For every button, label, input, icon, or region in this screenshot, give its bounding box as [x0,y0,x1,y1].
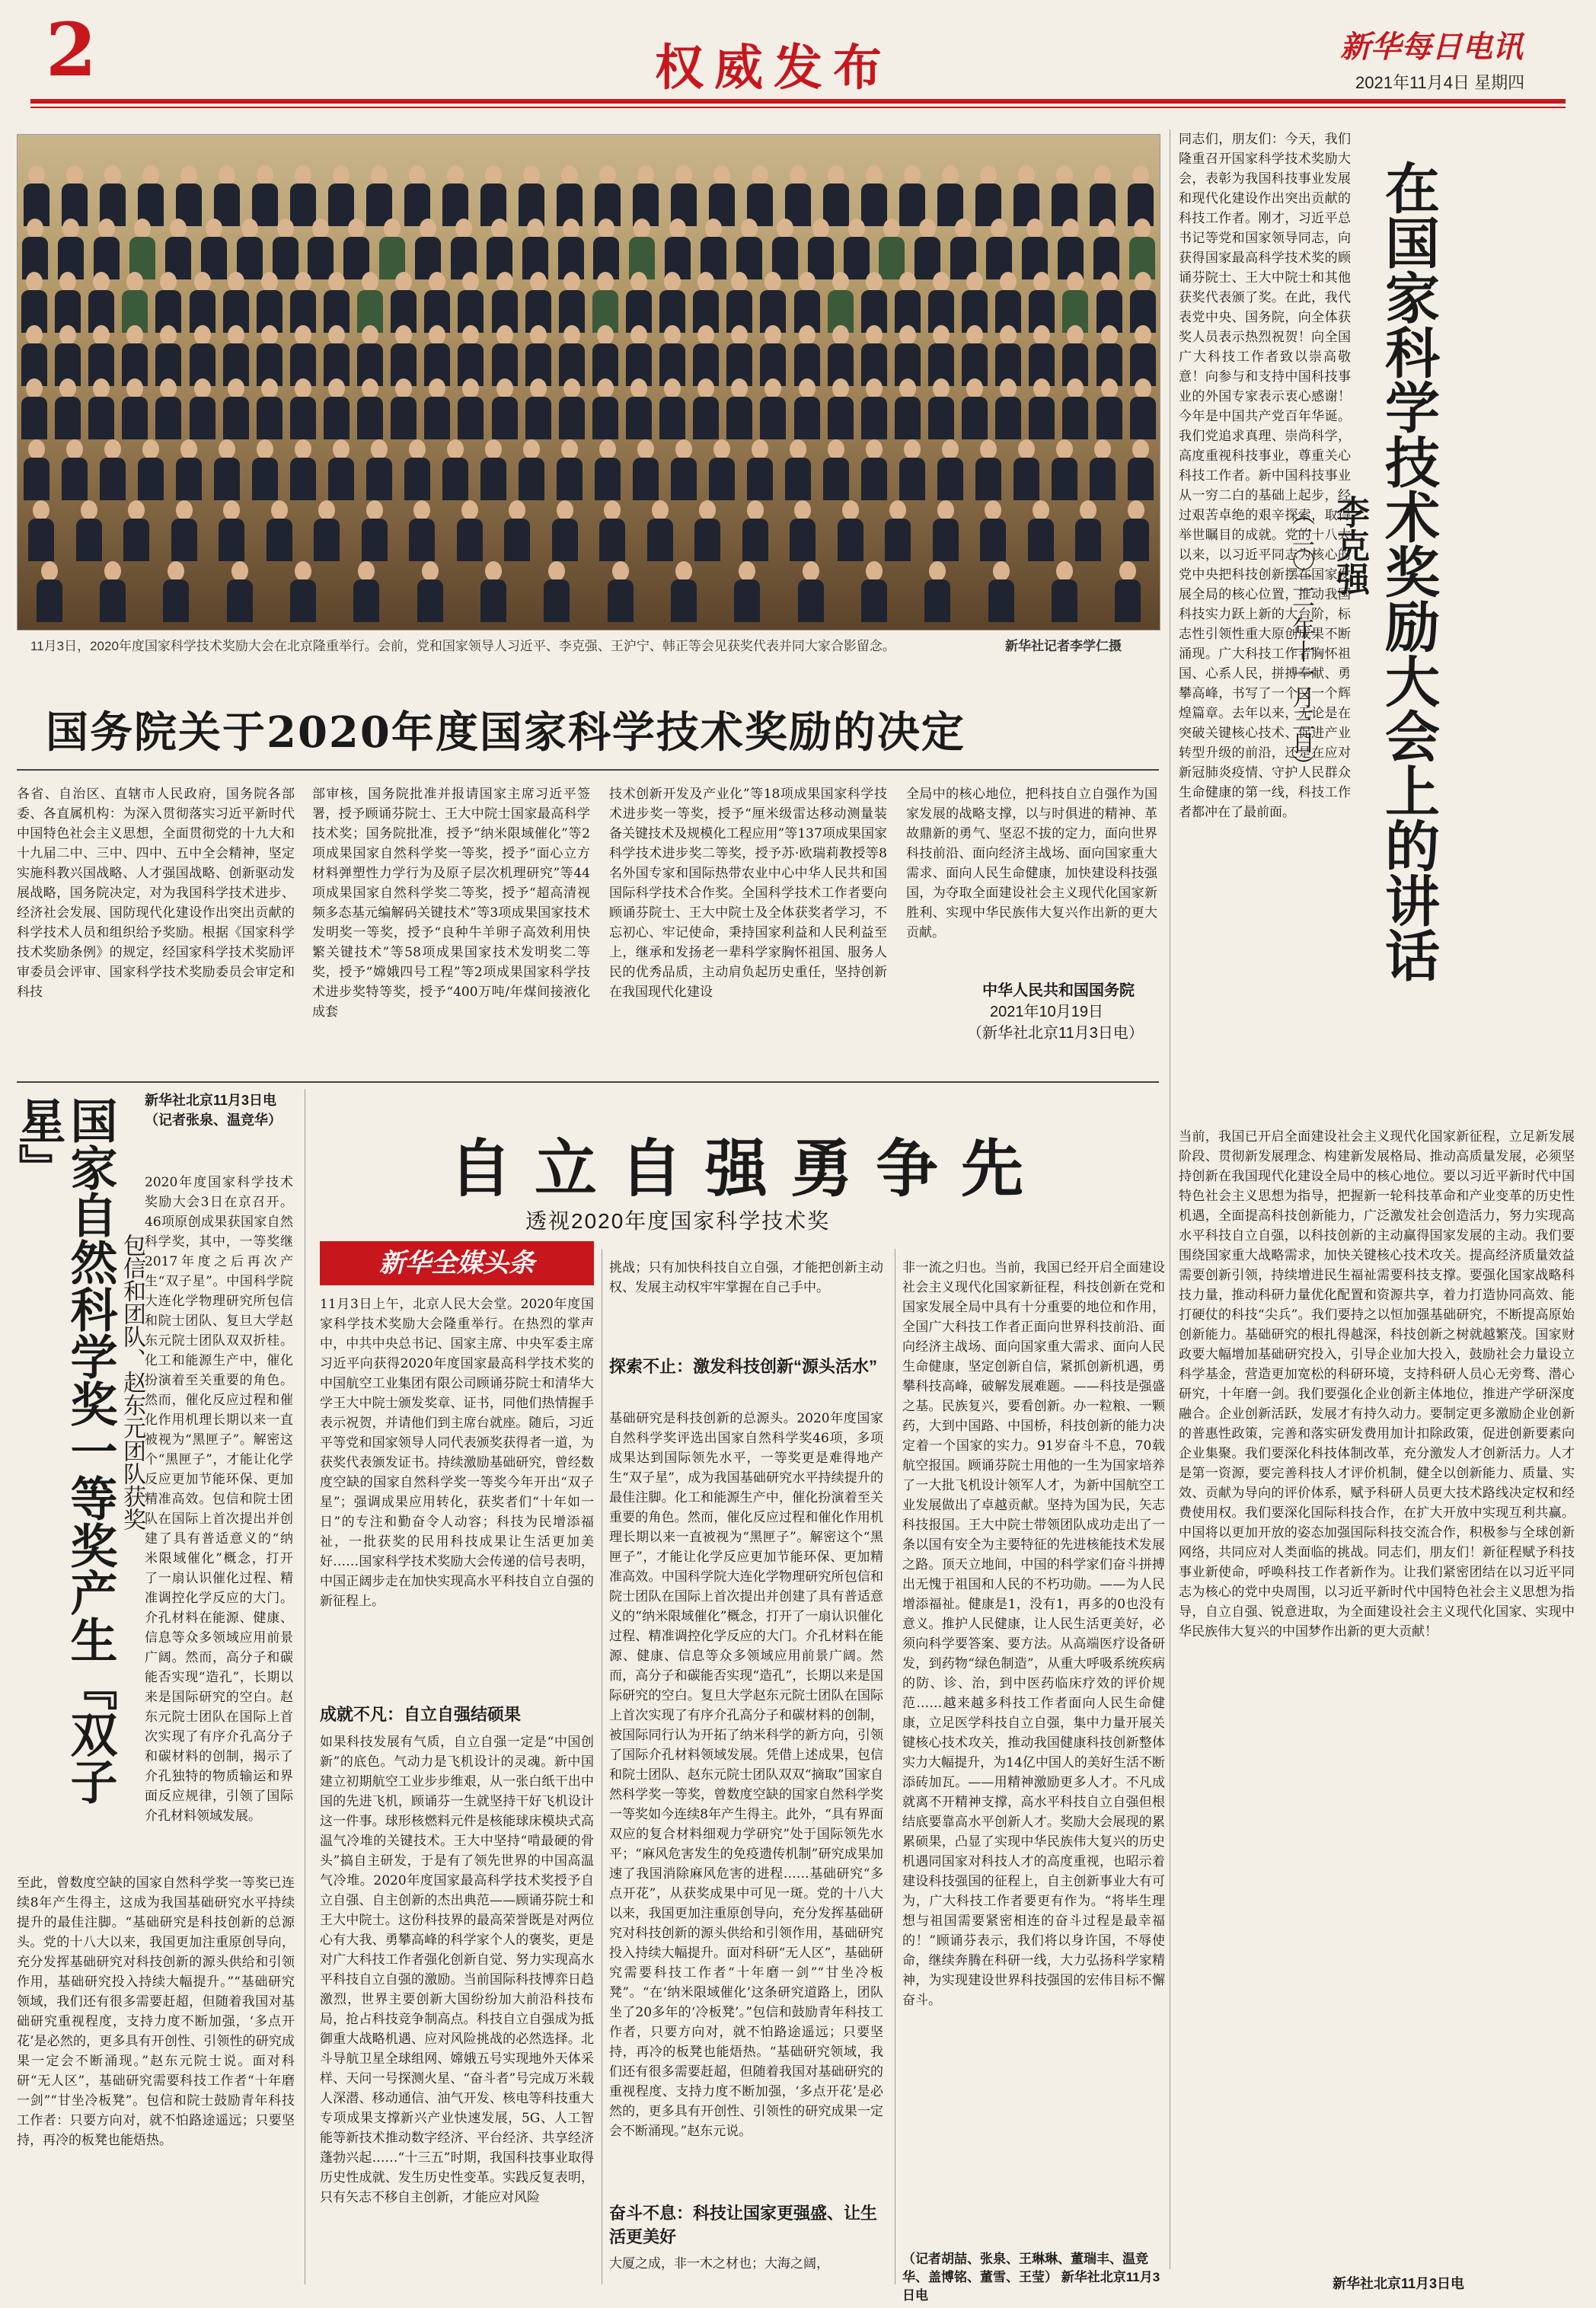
decision-signatory: 中华人民共和国国务院 [982,982,1135,999]
feature-column-2: 基础研究是科技创新的总源头。2020年度国家自然科学奖评选出国家自然科学奖46项，多项成果达到国际领先水平，一等奖更是难得地产生“双子星”，成为我国基础研究水平持续提升的最佳注脚。化工和能源生产中，催化扮演着至关重要的角色。然而，催化反应过程和催化作用机理长期以来一直被视为“黑匣子”。解密这个“黑匣子”，才能让化学反应更加节能环保、更加精准高效。中国科学院大连化学物理研究所包信和院士团队在国际上首次提出并创建了具有普适意义的“纳米限域催化”概念，打开了一扇认识催化过程、精准调控化学反应的大门。介孔材料在能源、健康、信息等众多领域应用前景广阔。然而，高分子和碳能否实现“造孔”，长期以来是国际研究的空白。复旦大学赵东元院士团队在国际上首次实现了有序介孔高分子和碳材料的创制，被国际同行认为开拓了纳米科学的新方向，引领了国际介孔材料领域发展。凭借上述成果，包信和院士团队、赵东元院士团队双双“摘取”国家自然科学奖一等奖，曾数度空缺的国家自然科学奖一等奖如今连续8年产生得主。此外，“具有界面双应的复合材料细观力学研究”处于国际领先水平；“麻风危害发生的免疫遗传机制”研究成果加速了我国消除麻风危害的进程……基础研究“多点开花”，从获奖成果中可见一斑。党的十八大以来，我国更加注重原创导向，充分发挥基础研究对科技创新的源头供给和引领作用，基础研究投入持续大幅提升。面对科研“无人区”，基础研究需要科技工作者“十年磨一剑”“甘坐冷板凳”。“在‘纳米限域催化’这条研究道路上，团队坐了20多年的‘冷板凳’。”包信和鼓励青年科技工作者，只要方向对，就不怕路途遥远；只要坚持，再冷的板凳也能焐热。“基础研究领域，我们还有很多需要赶超，但随着我国对基础研究的重视程度、支持力度不断加强，‘多点开花’是必然的，更多具有开创性、引领性的研究成果一定会不断涌现。”赵东元说。 [609,1411,883,2139]
photo-person [100,561,126,622]
speech-body: 当前，我国已开启全面建设社会主义现代化国家新征程，立足新发展阶段、贯彻新发展理念、构建新发展格局、推动高质量发展，必须坚持创新在我国现代化建设全局中的核心地位。要以习近平新时代中国特色社会主义思想为指导，把握新一轮科技革命和产业变革的历史性机遇，全面提高科技创新能力，广泛激发社会创造活力，努力实现高水平科技自立自强，以科技创新的主动赢得国家发展的主动。我们要围绕国家重大战略需求，加快关键核心技术攻关。提高经济质量效益需要创新引领，持续增进民生福祉需要科技支撑。要强化国家战略科技力量，推动科研力量优化配置和资源共享，着力打造协同高效、能打硬仗的科技“尖兵”。我们要持之以恒加强基础研究，不断提高原始创新能力。基础研究的根扎得越深，科技创新之树就越繁茂。国家财政要大幅增加基础研究投入，引导企业加大投入，鼓励社会力量设立科学基金，营造更加宽松的科研环境，支持科研人员心无旁骛、潜心研究，十年磨一剑。我们要强化企业创新主体地位，推进产学研深度融合。企业创新活跃，发展才有持久动力。要制定更多激励企业创新的普惠性政策，完善和落实研发费用加计扣除政策，促进创新要素向企业集聚。我们要深化科技体制改革，充分激发人才创新活力。人才是第一资源，要完善科技人才评价机制，健全以创新能力、质量、实效、贡献为导向的评价体系，赋予科研人员更大技术路线决定权和经费使用权。我们要深化国际科技合作，在扩大开放中实现互利共赢。中国将以更加开放的姿态加强国际科技交流合作，积极参与全球创新网络，共同应对人类面临的挑战。同志们，朋友们！新征程赋予科技事业新使命，呼唤科技工作者新作为。让我们紧密团结在以习近平同志为核心的党中央周围，以习近平新时代中国特色社会主义思想为指导，自立自强、锐意进取，为全面建设社会主义现代化国家、实现中华民族伟大复兴的中国梦作出新的更大贡献！ [1179,1129,1575,1639]
photo-person [404,165,430,226]
photo-person [24,439,49,500]
photo-person [1022,219,1048,279]
photo-person [785,439,811,500]
photo-person [924,561,950,622]
photo-person [736,219,762,279]
photo-person [21,378,47,439]
photo-person [709,439,735,500]
photo-person-row [18,165,1160,226]
photo-person [415,219,441,279]
photo-person [424,378,450,439]
photo-person [915,219,940,279]
photo-person [1129,219,1155,279]
photo-person [379,219,405,279]
photo-person [492,325,518,386]
left-story-body: 2020年度国家科学技术奖励大会3日在京召开。46项原创成果获国家自然科学奖，其中，一等奖继2017年度之后再次产生“双子星”。中国科学院大连化学物理研究所包信和院士团队、复旦大学赵东元院士团队双双折桂。化工和能源生产中，催化扮演着至关重要的角色。然而，催化反应过程和催化作用机理长期以来一直被视为“黑匣子”。解密这个“黑匣子”，才能让化学反应更加节能环保、更加精准高效。包信和院士团队在国际上首次提出并创建了具有普适意义的“纳米限域催化”概念，打开了一扇认识催化过程、精准调控化学反应的大门。介孔材料在能源、健康、信息等众多领域应用前景广阔。然而，高分子和碳能否实现“造孔”，长期以来是国际研究的空白。赵东元院士团队在国际上首次实现了有序介孔高分子和碳材料的创制，揭示了介孔独特的物质输运和界面反应规律，引领了国际介孔材料领域发展。 [145,1175,293,1824]
decision-column-2: 部审核，国务院批准并报请国家主席习近平签署，授予顾诵芬院士、王大中院士国家最高科学技术奖；国务院批准，授予“纳米限域催化”等2项成果国家自然科学奖一等奖，授予“面心立方材料弹塑性力学行为及原子层次机理研究”等44项成果国家自然科学奖二等奖，授予“超高清视频多态基元编解码关键技术”等3项成果国家技术发明奖一等奖，授予“良种牛羊卵子高效利用快繁关键技术”等58项成果国家技术发明奖二等奖，授予“嫦娥四号工程”等2项成果国家科学技术进步奖特等奖，授予“400万吨/年煤间接液化成套 [312,787,590,1020]
photo-person [558,219,584,279]
feature-column-2-tail: 大厦之成，非一木之材也；大海之阔， [609,2256,829,2271]
photo-person [1130,272,1156,333]
decision-column-3: 技术创新开发及产业化”等18项成果国家科学技术进步奖一等奖，授予“厘米级雷达移动测量装备关键技术及规模化工程应用”等137项成果国家科学技术进步奖二等奖，授予苏·欧瑞莉教授等8名外国专家和国际热带农业中心中华人民共和国国际科学技术合作奖。全国科学技术工作者要向顾诵芬院士、王大中院士及全体获奖者学习，不忘初心、牢记使命，秉持国家利益和人民利益至上，继承和发扬老一辈科学家胸怀祖国、服务人民的优秀品质，主动肩负起历史重任，坚持创新在我国现代化建设 [609,787,887,1000]
photo-person [190,378,215,439]
photo-person [552,500,578,561]
photo-person [1115,561,1141,622]
photo-person [995,272,1021,333]
photo-person-row [18,378,1160,439]
photo-person [155,378,181,439]
photo-person [155,272,181,333]
photo-person [671,165,697,226]
group-photo [17,134,1160,630]
page-number: 2 [46,7,97,93]
photo-person [659,378,685,439]
photo-person [975,165,1001,226]
photo-person [885,500,911,561]
photo-person [980,500,1006,561]
photo-person [1090,439,1116,500]
photo-person [557,165,583,226]
photo-person [257,272,282,333]
photo-caption: 11月3日，2020年度国家科学技术奖励大会在北京隆重举行。会前，党和国家领导人习近平、李克强、王沪宁、韩正等会见获奖代表并同大家合影留念。 [30,639,895,653]
photo-person-row [18,561,1160,622]
photo-person [190,272,215,333]
photo-person [1029,378,1055,439]
photo-person [324,325,350,386]
photo-person [1090,165,1116,226]
photo-person [122,325,148,386]
photo-person [290,561,316,622]
left-story-body-continued: 至此，曾数度空缺的国家自然科学奖一等奖已连续8年产生得主，这成为我国基础研究水平持续提升的最佳注脚。“基础研究是科技创新的总源头。党的十八大以来，我国更加注重原创导向，充分发挥基础研究对科技创新的源头供给和引领作用，基础研究投入持续大幅提升。”“基础研究领域，我们还有很多需要赶超，但随着我国对基础研究重视程度，支持力度不断加强，‘多点开花’是必然的，更多具有开创性、引领性的研究成果一定会不断涌现。”赵东元院士说。面对科研“无人区”，基础研究需要科技工作者“十年磨一剑”“甘坐冷板凳”。包信和院士鼓励青年科技工作者：只要方向对，就不怕路途遥远；只要坚持，再冷的板凳也能焐热。 [17,1875,295,2148]
photo-person [308,219,334,279]
photo-person [1013,165,1039,226]
left-story-subtitle: 包信和团队、赵东元团队获奖 [119,1234,145,1531]
photo-person [442,165,468,226]
photo-person [519,439,544,500]
photo-person [659,272,685,333]
photo-person [559,272,585,333]
photo-person [357,272,383,333]
photo-person [480,439,506,500]
photo-person [424,325,450,386]
masthead-rule [30,99,1566,104]
photo-person [709,165,735,226]
photo-person [693,378,719,439]
photo-credit: 新华社记者李学仁摄 [1005,639,1122,653]
photo-person [861,272,887,333]
photo-person [647,500,673,561]
photo-person [665,219,691,279]
photo-person [290,325,316,386]
photo-person [808,219,834,279]
photo-person [595,165,621,226]
photo-person [1029,325,1055,386]
photo-person [671,439,697,500]
photo-person [785,165,811,226]
speech-date: （二〇二一年十一月三日） [1288,503,1314,777]
photo-person [626,325,652,386]
photo-person [1052,165,1077,226]
photo-person [219,500,244,561]
photo-person [190,325,215,386]
photo-person-row [18,439,1160,500]
photo-person [492,378,518,439]
photo-person [223,272,249,333]
photo-person [659,325,685,386]
feature-title: 自立自强勇争先 [449,1132,1047,1205]
photo-person [895,325,921,386]
newspaper-brand: 新华每日电讯 [1340,29,1523,65]
photo-person [595,439,621,500]
photo-person [608,561,634,622]
photo-person [861,165,887,226]
photo-person [1123,500,1149,561]
photo-person [823,165,849,226]
photo-person [480,561,506,622]
photo-person [1096,378,1122,439]
photo-person [861,439,887,500]
masthead-rule-thin [30,107,1566,108]
photo-person [487,219,512,279]
photo-person [629,219,655,279]
photo-person [138,165,164,226]
photo-person [950,219,976,279]
photo-person [442,439,468,500]
photo-person [417,561,443,622]
photo-person [214,165,240,226]
photo-person [324,272,350,333]
photo-person [457,500,483,561]
photo-person [1130,325,1156,386]
photo-person [995,325,1021,386]
photo-person [760,325,786,386]
photo-person [62,439,88,500]
photo-person-row [18,500,1160,561]
photo-person [823,439,849,500]
feature-badge: 新华全媒头条 [320,1241,594,1285]
decision-rule [17,769,1159,771]
photo-person [223,378,249,439]
photo-person [975,439,1001,500]
issue-date: 2021年11月4日 星期四 [1355,73,1525,92]
photo-person [357,378,383,439]
decision-column-1: 各省、自治区、直辖市人民政府，国务院各部委、各直属机构：为深入贯彻落实习近平新时代中国特色社会主义思想，全面贯彻党的十九大和十九届二中、三中、四中、五中全会精神，坚定实施科教兴国战略、人才强国战略、创新驱动发展战略，国务院决定，对为我国科学技术进步、经济社会发展、国防现代化建设作出突出贡献的科学技术人员和组织给予奖励。根据《国家科学技术奖励条例》的规定，经国家科学技术奖励评审委员会评审、国家科学技术奖励委员会审定和科技 [17,787,295,1000]
decision-date: 2021年10月19日 [990,1004,1103,1020]
photo-person [962,325,988,386]
photo-person [252,165,278,226]
decision-agency: （新华社北京11月3日电） [967,1025,1144,1042]
feature-section-heading: 奋斗不息：科技让国家更强盛、让生活更美好 [609,2204,878,2246]
photo-person [76,500,102,561]
photo-person [176,165,202,226]
photo-person [165,219,191,279]
photo-person [123,500,149,561]
feature-sign: （记者胡喆、张泉、王琳琳、董瑞丰、温竞华、盖博铭、董雪、王莹） 新华社北京11月3日电 [902,2252,1160,2303]
photo-image [18,135,1160,630]
photo-person [1013,439,1039,500]
photo-person [55,272,81,333]
photo-person [986,219,1012,279]
photo-person [55,325,81,386]
photo-person [122,378,148,439]
photo-person [391,272,417,333]
photo-person [409,500,435,561]
photo-person [62,165,88,226]
speech-sign: 新华社北京11月3日电 [1333,2276,1465,2291]
photo-person [163,561,189,622]
photo-person [290,165,316,226]
photo-person [273,219,298,279]
feature-section-heading: 探索不止：激发科技创新“源头活水” [609,1357,878,1376]
photo-person [794,325,820,386]
photo-person [988,561,1014,622]
feature-column-3: 非一流之归也。当前，我国已经开启全面建设社会主义现代化国家新征程，科技创新在党和国家发展全局中具有十分重要的地位和作用，全国广大科技工作者正面向世界科技前沿、面向经济主战场、面向国家重大需求、面向人民生命健康，坚定创新自信，紧抓创新机遇，勇攀科技高峰，破解发展难题。——科技是强盛之基。民族复兴，要看创新。办一粒粮、一颗药，大到中国路、中国桥，科技创新的能力决定着一个国家的实力。91岁奋斗不息，70载航空报国。顾诵芬院士用他的一生为国家培养了一大批飞机设计领军人才，为新中国航空工业发展做出了卓越贡献。坚持为国为民，矢志科技报国。王大中院士带领团队成功走出了一条以国有安全为主要特征的先进核能技术发展之路。顶天立地间，中国的科学家们奋斗拼搏出无愧于祖国和人民的不朽功勋。——为人民增添福祉。健康是1，没有1，再多的0也没有意义。推护人民健康，让人民生活更美好，必须向科学要答案、要方法。从高端医疗设备研发，到药物“绿色制造”，从重大呼吸系统疾病的防、诊、治，到中医药临床疗效的评价规范……越来越多科技工作者面向人民生命健康，立足医学科技自立自强，集中力量开展关键核心技术攻关，推动我国健康科技创新整体实力大幅提升，为14亿中国人的美好生活不断添砖加瓦。——用精神激励更多人才。不凡成就离不开精神支撑，高水平科技自立自强但根结底要靠高水平创新人才。奖励大会展现的累累硕果，凸显了实现中华民族伟大复兴的历史机遇同国家对科技人才的高度重视，也昭示着建设科技强国的征程上，自主创新事业大有可为，广大科技工作者要更有作为。“将毕生理想与祖国需要紧密相连的奋斗过程是最幸福的！”顾诵芬表示，我们将以身许国，不辱使命，继续奔腾在科研一线，大力弘扬科学家精神，为实现建设世界科技强国的宏伟目标不懈奋斗。 [902,1260,1165,2008]
photo-person [176,439,202,500]
photo-person [37,561,62,622]
photo-person [223,325,249,386]
photo-person [343,219,369,279]
photo-person [694,500,720,561]
photo-person [559,325,585,386]
photo-person [525,378,551,439]
photo-person [1130,378,1156,439]
photo-person [404,439,430,500]
section-title: 权威发布 [655,40,892,97]
photo-person [1128,439,1154,500]
photo-person [328,165,354,226]
photo-person [1062,272,1088,333]
photo-person [214,439,240,500]
photo-person [879,219,905,279]
photo-person [772,219,798,279]
photo-person [227,561,253,622]
feature-column-2-lead: 挑战；只有加快科技自立自强，才能把创新主动权、发展主动权牢牢掌握在自己手中。 [609,1260,883,1295]
photo-person [1062,325,1088,386]
photo-person [962,378,988,439]
feature-subtitle: 透视2020年度国家科学技术奖 [525,1209,831,1233]
photo-person [290,272,316,333]
speech-author: 李克强 [1330,495,1369,595]
photo-person [100,165,126,226]
photo-person [592,378,618,439]
photo-person [24,165,49,226]
left-story-title: 国家自然科学奖一等奖产生『双子星』 [10,1097,118,1805]
photo-person-row [18,272,1160,333]
photo-person [726,378,752,439]
photo-person [557,439,583,500]
photo-person-row [18,219,1160,279]
photo-person [55,378,81,439]
photo-person [391,325,417,386]
photo-person [962,272,988,333]
photo-person [138,439,164,500]
photo-person [424,272,450,333]
photo-person [492,272,518,333]
photo-person [353,561,379,622]
photo-person [1058,219,1084,279]
photo-person [633,165,659,226]
photo-person [458,378,484,439]
photo-person [790,500,816,561]
photo-person [257,378,282,439]
decision-title: 国务院关于2020年度国家科学技术奖励的决定 [46,707,966,758]
photo-person [544,561,570,622]
photo-person [1075,500,1101,561]
photo-person [391,378,417,439]
speech-title: 在国家科学技术奖励大会上的讲话 [1376,160,1441,982]
photo-person [257,325,282,386]
photo-person [1096,272,1122,333]
photo-person [22,219,48,279]
photo-person [1096,325,1122,386]
photo-person [626,378,652,439]
photo-person [899,165,925,226]
photo-person [1093,219,1119,279]
photo-person [155,325,181,386]
photo-person [94,219,120,279]
photo-person [760,378,786,439]
photo-person [171,500,197,561]
photo-person [504,500,530,561]
photo-person [861,561,887,622]
photo-person [928,272,954,333]
photo-person [933,500,959,561]
photo-person [1052,439,1077,500]
photo-person [1052,561,1077,622]
photo-person [861,325,887,386]
photo-person [995,378,1021,439]
photo-person [88,272,114,333]
photo-person [21,272,47,333]
photo-person [328,439,354,500]
speech-intro: 同志们，朋友们：今天，我们隆重召开国家科学技术奖励大会，表彰为我国科技事业发展和现代化建设作出突出贡献的科技工作者。刚才，习近平总书记等党和国家领导同志，向获得国家最高科学技术奖的顾诵芬院士、王大中院士和其他获奖代表颁了奖。在此，我代表党中央、国务院，向全体获奖人员表示热烈祝贺！向全国广大科技工作者致以崇高敬意！向参与和支持中国科技事业的外国专家表示衷心感谢！今年是中国共产党百年华诞。我们党追求真理、崇尚科学，高度重视科技事业，尊重关心科技工作者。新中国科技事业从一穷二白的基础上起步，经过艰苦卓绝的艰辛探索，取得举世瞩目的成就。党的十八大以来，以习近平同志为核心的党中央把科技创新摆在国家发展全局的核心位置，推动我国科技实力跃上新的大台阶，标志性引领性重大原创成果不断涌现。广大科技工作者胸怀祖国、心系人民，拼搏奉献、勇攀高峰，书写了一个又一个辉煌篇章。去年以来，无论是在突破关键核心技术、促进产业转型升级的前沿，还是在应对新冠肺炎疫情、守护人民群众生命健康的第一线，科技工作者都冲在了最前面。 [1179,132,1351,820]
photo-person [458,325,484,386]
photo-person [895,272,921,333]
photo-person [129,219,155,279]
photo-person [726,325,752,386]
photo-person [671,561,697,622]
photo-person [458,272,484,333]
photo-person [480,165,506,226]
photo-person [861,378,887,439]
photo-person [899,439,925,500]
feature-column-1: 11月3日上午，北京人民大会堂。2020年度国家科学技术奖励大会隆重举行。在热烈的掌声中，中共中央总书记、国家主席、中央军委主席习近平向获得2020年度国家最高科学技术奖的中国航空工业集团有限公司顾诵芬院士和清华大学王大中院士颁发奖章、证书，同他们热情握手表示祝贺，并请他们到主席台就座。随后，习近平等党和国家领导人同代表颁奖获得者一道，为获奖代表颁发证书。持续激励基础研究，曾经数度空缺的国家自然科学奖一等奖今年开出“双子星”；强调成果应用转化，获奖者们“十年如一日”的专注和勤奋令人动容；科技为民增添福祉，一批获奖的民用科技成果让生活更加美好……国家科学技术奖励大会传递的信号表明，中国正阔步走在加快实现高水平科技自立自强的新征程上。 [320,1297,594,1609]
photo-person [937,165,963,226]
photo-person [726,272,752,333]
photo-person [522,219,548,279]
photo-person [252,439,278,500]
section-rule [17,1081,1159,1083]
photo-person [362,500,388,561]
photo-person-row [18,325,1160,386]
photo-person [693,272,719,333]
photo-person [633,439,659,500]
photo-person [290,439,316,500]
photo-person [626,272,652,333]
photo-person [100,439,126,500]
photo-person [519,165,544,226]
left-story-dateline: 新华社北京11月3日电（记者张泉、温竞华） [145,1093,282,1128]
photo-person [734,561,760,622]
photo-person [693,325,719,386]
decision-column-4: 全局中的核心地位，把科技自立自强作为国家发展的战略支撑，以与时俱进的精神、革故鼎新的勇气、坚忍不拔的定力，面向世界科技前沿、面向经济主战场、面向国家重大需求、面向人民生命健康，加快建设科技强国，为夺取全面建设社会主义现代化国家新胜利、实现中华民族伟大复兴作出新的更大贡献。 [906,787,1157,940]
photo-person [928,378,954,439]
photo-person [451,219,477,279]
photo-person [928,325,954,386]
photo-person [21,325,47,386]
photo-person [794,378,820,439]
photo-person [559,378,585,439]
photo-person [593,219,619,279]
photo-person [747,439,773,500]
photo-person [122,272,148,333]
photo-person [357,325,383,386]
photo-person [599,500,625,561]
photo-person [701,219,726,279]
photo-person [592,325,618,386]
feature-column-1-continued: 如果科技发展有气质，自立自强一定是“中国创新”的底色。气动力是飞机设计的灵魂。新中国建立初期航空工业步步维艰，从一张白纸干出中国的先进飞机，顾诵芬一生就坚持干好飞机设计这一件事。球形核燃料元件是核能球床模块式高温气冷堆的关键技术。王大中坚持“啃最硬的骨头”搞自主研发，于是有了领先世界的中国高温气冷堆。2020年度国家最高科学技术奖授予自立自强、自主创新的杰出典范——顾诵芬院士和王大中院士。这份科技界的最高荣誉既是对两位心有大我、勇攀高峰的科学家个人的褒奖，更是对广大科技工作者强化创新自觉、努力实现高水平科技自立自强的激励。当前国际科技博弈日趋激烈，世界主要创新大国纷纷加大前沿科技布局，抢占科技竞争制高点。科技自立自强成为抵御重大战略机遇、应对风险挑战的必然选择。北斗导航卫星全球组网、嫦娥五号实现地外天体采样、天问一号探测火星、“奋斗者”号完成万米载人深潜、移动通信、油气开发、核电等科技重大专项成果支撑新兴产业快速发展，5G、人工智能等新技术推动数字经济、平台经济、共享经济蓬勃兴起……“十三五”时期，我国科技事业取得历史性成就、发生历史性变革。实践反复表明，只有矢志不移自主创新，才能应对风险 [320,1735,594,2205]
photo-person [58,219,84,279]
photo-person [1029,272,1055,333]
photo-person [828,272,854,333]
photo-person [88,325,114,386]
photo-person [895,378,921,439]
photo-person [828,378,854,439]
photo-person [1062,378,1088,439]
photo-person [1128,165,1154,226]
photo-person [28,500,54,561]
photo-person [828,325,854,386]
photo-person [525,325,551,386]
photo-person [366,165,392,226]
photo-person [798,561,824,622]
photo-person [314,500,340,561]
photo-person [742,500,768,561]
photo-person [290,378,316,439]
photo-person [237,219,263,279]
photo-person [838,500,863,561]
photo-person [794,272,820,333]
photo-person [592,272,618,333]
photo-person [844,219,870,279]
feature-section-heading: 成就不凡：自立自强结硕果 [320,1705,522,1724]
photo-person [937,439,963,500]
photo-person [201,219,227,279]
photo-person [747,165,773,226]
photo-person [267,500,292,561]
photo-person [1028,500,1054,561]
photo-person [324,378,350,439]
photo-person [366,439,392,500]
photo-person [88,378,114,439]
photo-person [760,272,786,333]
photo-person [525,272,551,333]
